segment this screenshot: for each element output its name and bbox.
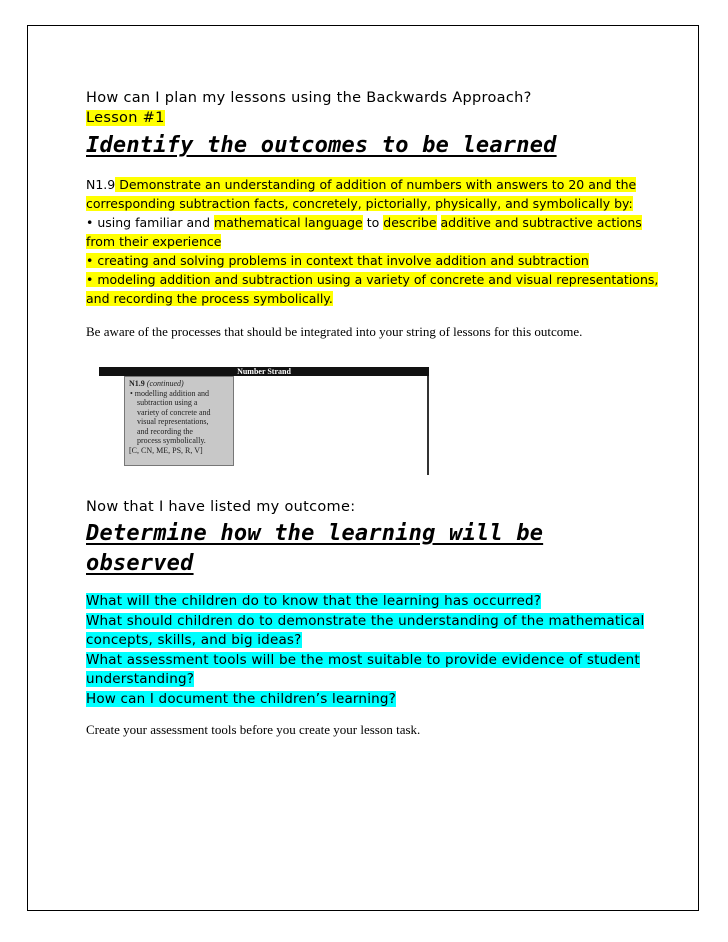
bullet-1-part-g: from their experience	[86, 234, 222, 249]
assessment-questions	[86, 592, 656, 709]
outcome-code: N1.9	[86, 177, 116, 192]
question-text: What should children do to demonstrate the understanding of the mathematical	[86, 612, 645, 629]
excerpt-outcome-box	[124, 376, 234, 466]
outcome-line-2-text: corresponding subtraction facts, concretely, pictorially, physically, and symbolically by:	[86, 196, 633, 211]
bullet-2-marker: •	[86, 253, 98, 268]
outcome-line-1-text: Demonstrate an understanding of addition of numbers with answers to 20 and the	[115, 177, 637, 192]
outcome-bullet-1	[86, 213, 656, 232]
bullet-1-part-e	[437, 215, 441, 230]
excerpt-header-bar: Number Strand	[99, 367, 429, 376]
excerpt-line-4: visual representations,	[137, 417, 209, 426]
outcome-bullet-1-cont	[86, 232, 656, 251]
document-page	[27, 25, 699, 911]
excerpt-processes: [C, CN, ME, PS, R, V]	[129, 445, 203, 455]
question-line	[86, 631, 656, 651]
excerpt-line-6: process symbolically.	[137, 436, 206, 445]
outcome-text	[86, 175, 659, 308]
bullet-1-part-a: • using familiar and	[86, 215, 215, 230]
question-line	[86, 690, 656, 710]
bullet-1-part-f: additive and subtractive actions	[440, 215, 642, 230]
question-text: understanding?	[86, 671, 195, 687]
question-text: concepts, skills, and big ideas?	[86, 632, 302, 648]
section-heading-outcomes: Identify the outcomes to be learned	[86, 133, 557, 158]
excerpt-continued: (continued)	[146, 379, 184, 388]
transition-line: Now that I have listed my outcome:	[86, 499, 356, 515]
outcome-bullet-3	[86, 270, 659, 289]
bullet-2-text: creating and solving problems in context that involve addition and subtraction	[97, 253, 589, 268]
bullet-1-part-b: mathematical language	[214, 215, 363, 230]
excerpt-line-3: variety of concrete and	[137, 407, 211, 417]
question-line	[86, 592, 656, 612]
question-text: How can I document the children’s learning?	[86, 690, 397, 707]
excerpt-code: N1.9	[129, 379, 145, 388]
aware-paragraph: Be aware of the processes that should be integrated into your string of lessons for this outcome.	[86, 324, 583, 339]
excerpt-line-5: and recording the	[137, 426, 193, 436]
question-text: What will the children do to know that the learning has occurred?	[86, 593, 542, 609]
outcome-line-1	[86, 175, 656, 194]
outcome-bullet-3-cont	[86, 289, 656, 308]
section-heading-observed: Determine how the learning will be observed	[86, 521, 544, 576]
question-line	[86, 651, 656, 671]
lesson-label	[86, 108, 656, 128]
excerpt-code-line	[129, 379, 229, 389]
bullet-3-text: • modeling addition and subtraction using a variety of concrete and visual representations,	[86, 272, 659, 287]
outcome-line-2	[86, 194, 656, 213]
lesson-label-text: Lesson #1	[86, 110, 165, 126]
bullet-1-part-d: describe	[383, 215, 437, 230]
question-line	[86, 612, 656, 632]
outcome-bullet-2	[86, 251, 656, 270]
guiding-question: How can I plan my lessons using the Backwards Approach?	[86, 90, 532, 106]
page-content	[86, 88, 659, 738]
curriculum-excerpt-image	[99, 367, 429, 475]
create-paragraph: Create your assessment tools before you create your lesson task.	[86, 722, 421, 737]
excerpt-line-2: subtraction using a	[137, 398, 198, 407]
excerpt-right-rule	[427, 376, 429, 475]
bullet-3-text-cont: and recording the process symbolically.	[86, 291, 333, 306]
bullet-1-part-c: to	[362, 215, 384, 230]
question-text: What assessment tools will be the most suitable to provide evidence of student	[86, 651, 640, 668]
excerpt-line-1: • modelling addition and	[130, 388, 210, 398]
question-line	[86, 670, 656, 690]
